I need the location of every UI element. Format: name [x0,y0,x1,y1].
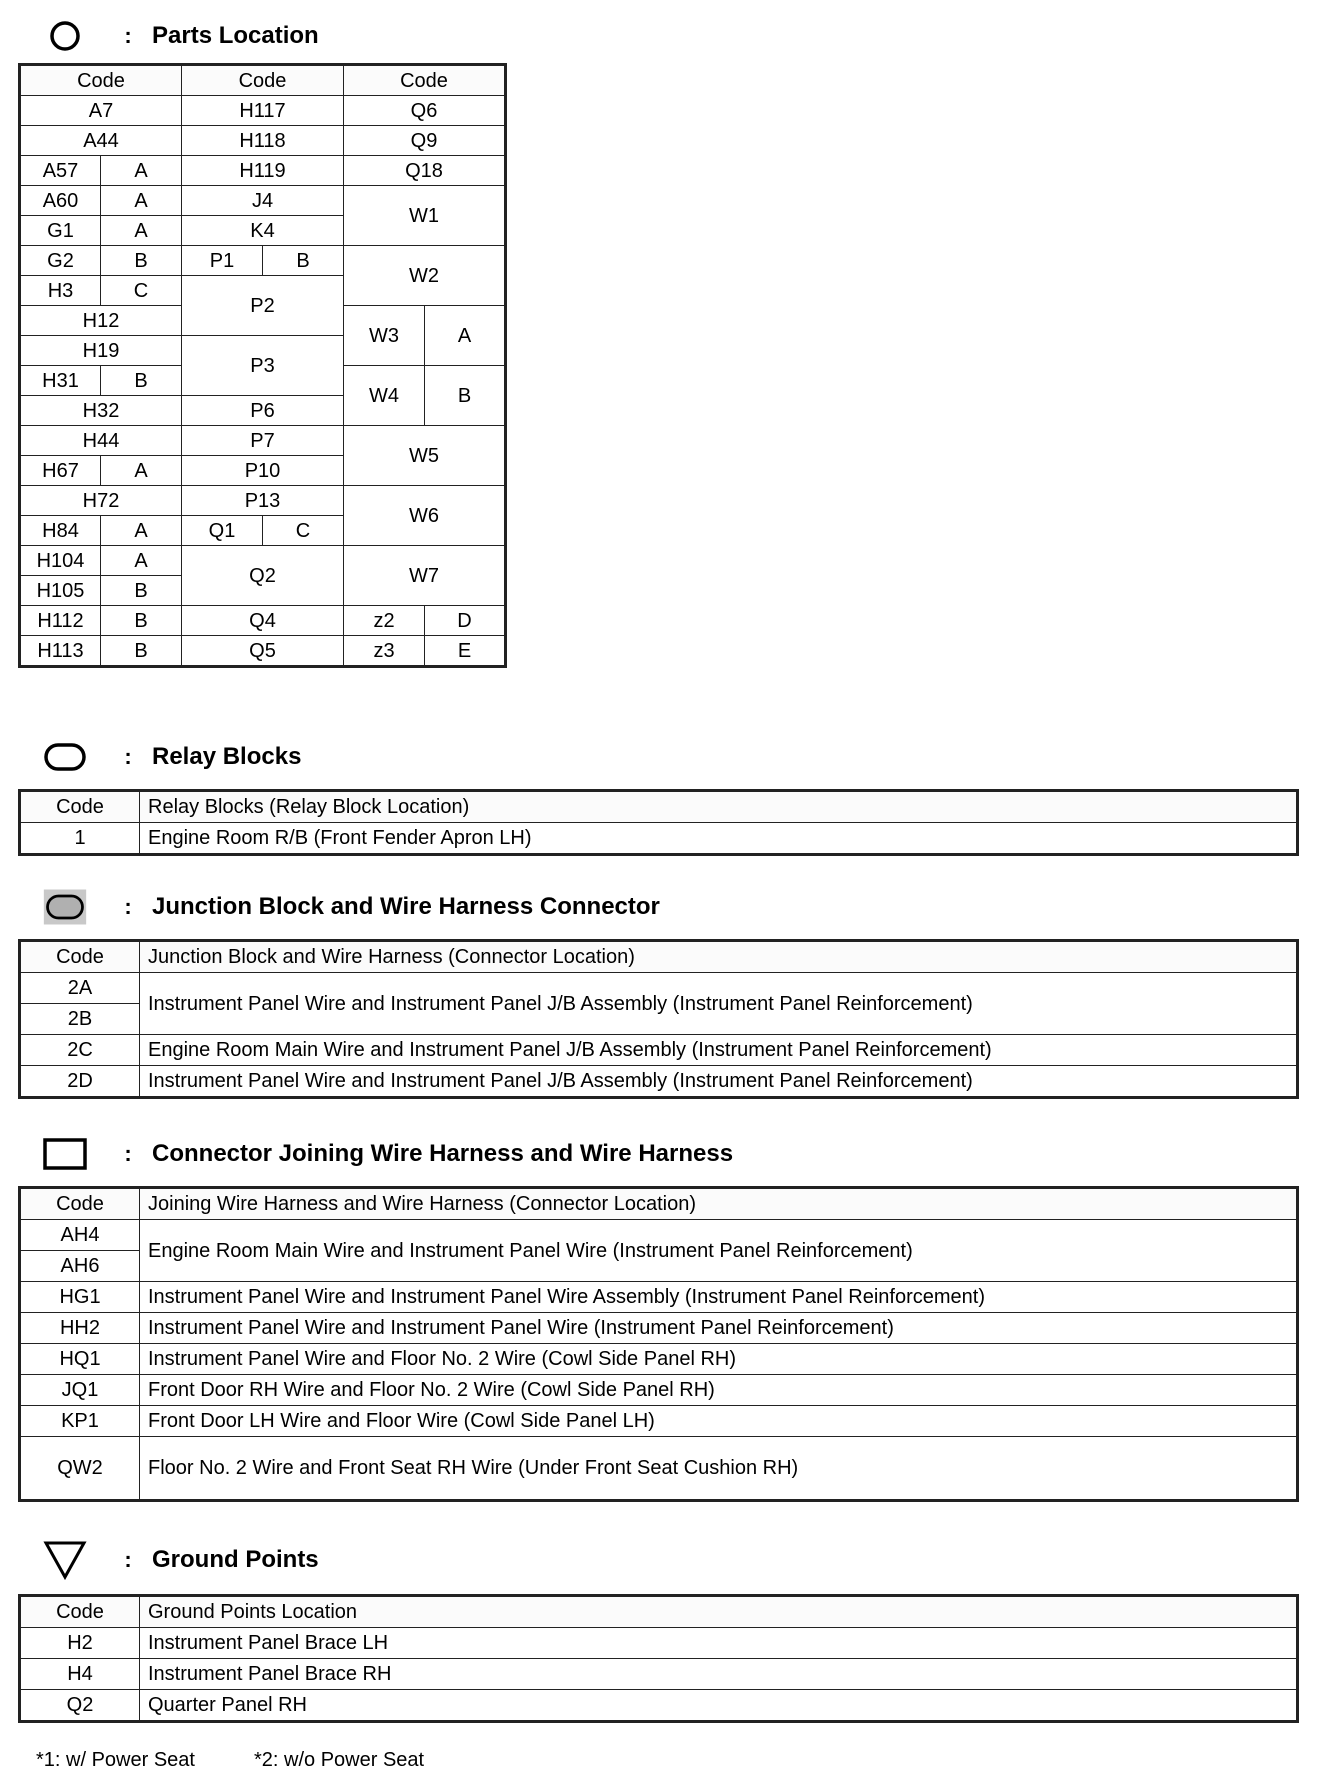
code-cell: W5 [344,426,506,486]
rounded-rect-icon [42,737,88,777]
code-cell: 2C [20,1035,140,1066]
code-cell: HQ1 [20,1344,140,1375]
code-cell: JQ1 [20,1375,140,1406]
table-row [20,426,506,456]
code-cell: 1 [20,823,140,855]
suffix-cell: B [263,246,344,276]
code-cell: HH2 [20,1313,140,1344]
code-cell: HG1 [20,1282,140,1313]
code-cell: H113 [20,636,101,667]
header-cell: Joining Wire Harness and Wire Harness (Connector Location) [140,1188,1298,1220]
description-cell: Engine Room Main Wire and Instrument Panel Wire (Instrument Panel Reinforcement) [140,1220,1298,1282]
table-row [20,156,506,186]
code-cell: P13 [182,486,344,516]
description-cell: Instrument Panel Brace RH [140,1659,1298,1690]
code-cell: H3 [20,276,101,306]
suffix-cell: B [101,366,182,396]
heading-colon: : [124,894,132,919]
heading-colon: : [124,23,132,48]
header-cell: Code [20,1188,140,1220]
table-header-row [20,65,506,96]
table-row [20,973,1298,1004]
code-cell: H72 [20,486,182,516]
shaded-rounded-rect-icon [42,887,88,927]
relay-blocks-table [18,789,1299,856]
description-cell: Engine Room R/B (Front Fender Apron LH) [140,823,1298,855]
code-cell: Q18 [344,156,506,186]
code-cell: AH4 [20,1220,140,1251]
circle-icon [42,16,88,56]
code-cell: W4 [344,366,425,426]
description-cell: Front Door RH Wire and Floor No. 2 Wire (Cowl Side Panel RH) [140,1375,1298,1406]
table-row [20,606,506,636]
code-cell: W2 [344,246,506,306]
suffix-cell: B [101,636,182,667]
table-row [20,1313,1298,1344]
ground-points-table [18,1594,1299,1723]
table-row [20,1690,1298,1722]
suffix-cell: B [101,606,182,636]
code-cell: H4 [20,1659,140,1690]
code-cell: z2 [344,606,425,636]
code-cell: W7 [344,546,506,606]
code-cell: H104 [20,546,101,576]
code-cell: A7 [20,96,182,126]
code-cell: H19 [20,336,182,366]
table-row [20,823,1298,855]
junction-block-table [18,939,1299,1099]
header-cell: Ground Points Location [140,1596,1298,1628]
code-cell: Q2 [182,546,344,606]
suffix-cell: B [425,366,506,426]
table-row [20,636,506,667]
code-cell: AH6 [20,1251,140,1282]
code-cell: H44 [20,426,182,456]
code-cell: H105 [20,576,101,606]
code-cell: H118 [182,126,344,156]
relay-blocks-heading [42,737,301,777]
triangle-down-icon [42,1540,88,1580]
code-cell: P3 [182,336,344,396]
junction-block-heading [42,887,660,927]
table-row [20,1659,1298,1690]
table-header-row [20,791,1298,823]
code-cell: Q4 [182,606,344,636]
table-row [20,1437,1298,1501]
description-cell: Instrument Panel Wire and Instrument Panel J/B Assembly (Instrument Panel Reinforcement) [140,973,1298,1035]
description-cell: Instrument Panel Wire and Floor No. 2 Wire (Cowl Side Panel RH) [140,1344,1298,1375]
table-row [20,1035,1298,1066]
square-icon [42,1134,88,1174]
description-cell: Instrument Panel Wire and Instrument Panel Wire Assembly (Instrument Panel Reinforcement) [140,1282,1298,1313]
code-cell: QW2 [20,1437,140,1501]
code-cell: H119 [182,156,344,186]
description-cell: Instrument Panel Wire and Instrument Panel J/B Assembly (Instrument Panel Reinforcement) [140,1066,1298,1098]
suffix-cell: B [101,246,182,276]
code-cell: 2A [20,973,140,1004]
description-cell: Front Door LH Wire and Floor Wire (Cowl Side Panel LH) [140,1406,1298,1437]
header-cell: Code [20,791,140,823]
table-row [20,186,506,216]
section-title: Parts Location [152,22,319,49]
code-cell: P2 [182,276,344,336]
code-cell: H67 [20,456,101,486]
suffix-cell: A [101,516,182,546]
suffix-cell: A [101,546,182,576]
section-title: Junction Block and Wire Harness Connector [152,893,660,920]
footnote: *1: w/ Power Seat [36,1749,195,1771]
table-row [20,1282,1298,1313]
table-row [20,126,506,156]
header-cell: Code [182,65,344,96]
suffix-cell: E [425,636,506,667]
table-row [20,246,506,276]
code-cell: H84 [20,516,101,546]
description-cell: Engine Room Main Wire and Instrument Panel J/B Assembly (Instrument Panel Reinforcement) [140,1035,1298,1066]
suffix-cell: A [425,306,506,366]
suffix-cell: C [101,276,182,306]
table-header-row [20,941,1298,973]
section-title: Relay Blocks [152,743,302,770]
code-cell: G2 [20,246,101,276]
suffix-cell: A [101,216,182,246]
heading-colon: : [124,1141,132,1166]
description-cell: Quarter Panel RH [140,1690,1298,1722]
description-cell: Floor No. 2 Wire and Front Seat RH Wire (Under Front Seat Cushion RH) [140,1437,1298,1501]
code-cell: K4 [182,216,344,246]
header-cell: Junction Block and Wire Harness (Connector Location) [140,941,1298,973]
code-cell: H2 [20,1628,140,1659]
table-row [20,1406,1298,1437]
code-cell: H112 [20,606,101,636]
code-cell: KP1 [20,1406,140,1437]
section-title: Ground Points [152,1546,319,1573]
heading-colon: : [124,744,132,769]
code-cell: G1 [20,216,101,246]
suffix-cell: A [101,186,182,216]
description-cell: Instrument Panel Wire and Instrument Panel Wire (Instrument Panel Reinforcement) [140,1313,1298,1344]
code-cell: A44 [20,126,182,156]
table-row [20,1066,1298,1098]
suffix-cell: A [101,456,182,486]
code-cell: P10 [182,456,344,486]
footnote: *2: w/o Power Seat [254,1749,425,1771]
table-row [20,96,506,126]
header-cell: Code [20,65,182,96]
connector-joining-heading [42,1134,733,1174]
code-cell: Q2 [20,1690,140,1722]
table-row [20,486,506,516]
code-cell: Q9 [344,126,506,156]
code-cell: 2D [20,1066,140,1098]
suffix-cell: A [101,156,182,186]
heading-colon: : [124,1547,132,1572]
table-row [20,1344,1298,1375]
code-cell: J4 [182,186,344,216]
section-title: Connector Joining Wire Harness and Wire Harness [152,1140,734,1167]
code-cell: A60 [20,186,101,216]
code-cell: W3 [344,306,425,366]
table-header-row [20,1188,1298,1220]
code-cell: Q6 [344,96,506,126]
connector-joining-table [18,1186,1299,1502]
ground-points-heading [42,1540,319,1580]
parts-location-heading [42,16,319,56]
header-cell: Relay Blocks (Relay Block Location) [140,791,1298,823]
table-row [20,546,506,576]
code-cell: H12 [20,306,182,336]
description-cell: Instrument Panel Brace LH [140,1628,1298,1659]
code-cell: Q1 [182,516,263,546]
code-cell: H32 [20,396,182,426]
table-row [20,1628,1298,1659]
code-cell: A57 [20,156,101,186]
code-cell: P1 [182,246,263,276]
code-cell: W1 [344,186,506,246]
suffix-cell: D [425,606,506,636]
suffix-cell: B [101,576,182,606]
suffix-cell: C [263,516,344,546]
code-cell: P6 [182,396,344,426]
header-cell: Code [20,941,140,973]
code-cell: H117 [182,96,344,126]
code-cell: P7 [182,426,344,456]
header-cell: Code [344,65,506,96]
table-header-row [20,1596,1298,1628]
table-row [20,1220,1298,1251]
code-cell: W6 [344,486,506,546]
code-cell: H31 [20,366,101,396]
parts-location-table [18,63,507,668]
header-cell: Code [20,1596,140,1628]
code-cell: z3 [344,636,425,667]
code-cell: 2B [20,1004,140,1035]
table-row [20,1375,1298,1406]
code-cell: Q5 [182,636,344,667]
